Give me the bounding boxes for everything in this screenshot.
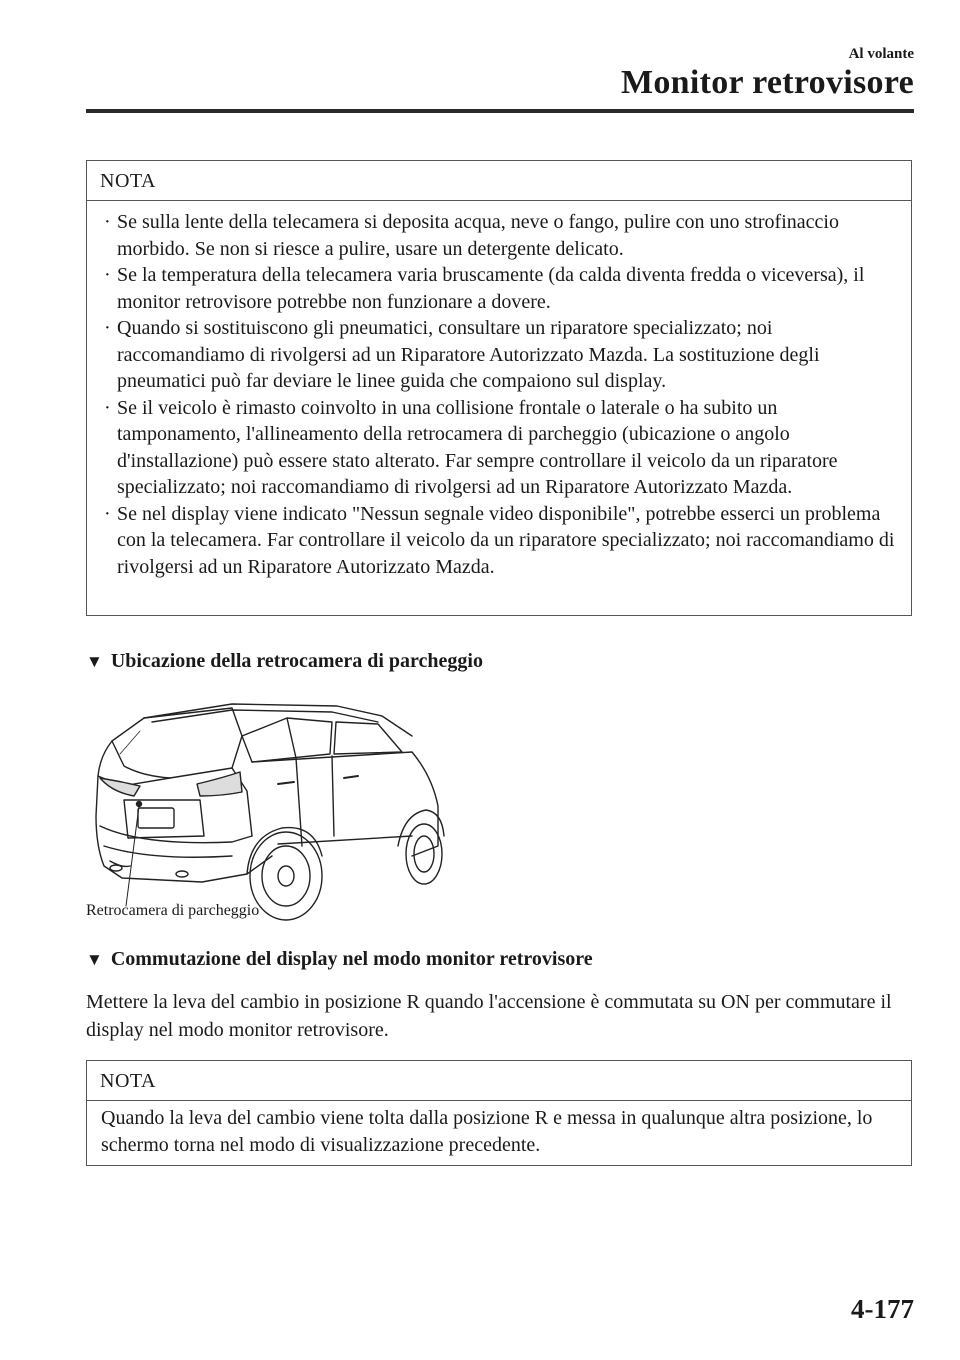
- header-divider: [86, 109, 914, 113]
- car-rear-illustration: [82, 696, 452, 926]
- note-bullet: · Se il veicolo è rimasto coinvolto in una collisione frontale o laterale o ha subito un tamponamento, l'allineamento della retrocamera di parcheggio (ubicazione o angolo d'installazione) può essere stato alterato. Far sempre controllare il veicolo da un riparatore specializzato; noi raccomandiamo di rivolgersi ad un Riparatore Autorizzato Mazda.: [104, 396, 838, 498]
- note-body: [87, 201, 911, 590]
- note-label: NOTA: [87, 1061, 911, 1101]
- note-label: NOTA: [87, 161, 911, 201]
- triangle-marker-icon: ▼: [86, 652, 103, 671]
- note-bullet: · Se la temperatura della telecamera varia bruscamente (da calda diventa fredda o viceversa), il monitor retrovisore potrebbe non funzionare a dovere.: [104, 264, 865, 313]
- section-header: Al volante: [848, 46, 914, 62]
- note-bullet: · Se sulla lente della telecamera si deposita acqua, neve o fango, pulire con uno strofinaccio morbido. Se non si riesce a pulire, usare un detergente delicato.: [104, 211, 839, 260]
- note-box-1: [86, 160, 912, 616]
- note-bullet: · Quando si sostituiscono gli pneumatici, consultare un riparatore specializzato; noi raccomandiamo di rivolgersi ad un Riparatore Autorizzato Mazda. La sostituzione degli pneumatici può far deviare le linee guida che compaiono sul display.: [104, 317, 820, 392]
- page-title: Monitor retrovisore: [620, 64, 914, 101]
- note-body: Quando la leva del cambio viene tolta dalla posizione R e messa in qualunque altra posizione, lo schermo torna nel modo di visualizzazione precedente.: [101, 1107, 873, 1156]
- note-box-2: [86, 1060, 912, 1166]
- figure-caption: Retrocamera di parcheggio: [86, 902, 260, 919]
- section-heading-display-switch: ▼ Commutazione del display nel modo monitor retrovisore: [86, 948, 593, 970]
- page-number: 4-177: [851, 1294, 914, 1324]
- body-paragraph: Mettere la leva del cambio in posizione R quando l'accensione è commutata su ON per commutare il display nel modo monitor retrovisore.: [86, 991, 892, 1041]
- note-bullet: · Se nel display viene indicato "Nessun segnale video disponibile", potrebbe esserci un problema con la telecamera. Far controllare il veicolo da un riparatore specializzato; noi raccomandiamo di rivolgersi ad un Riparatore Autorizzato Mazda.: [104, 502, 895, 578]
- triangle-marker-icon: ▼: [86, 950, 103, 969]
- section-heading-camera-location: ▼ Ubicazione della retrocamera di parcheggio: [86, 650, 483, 672]
